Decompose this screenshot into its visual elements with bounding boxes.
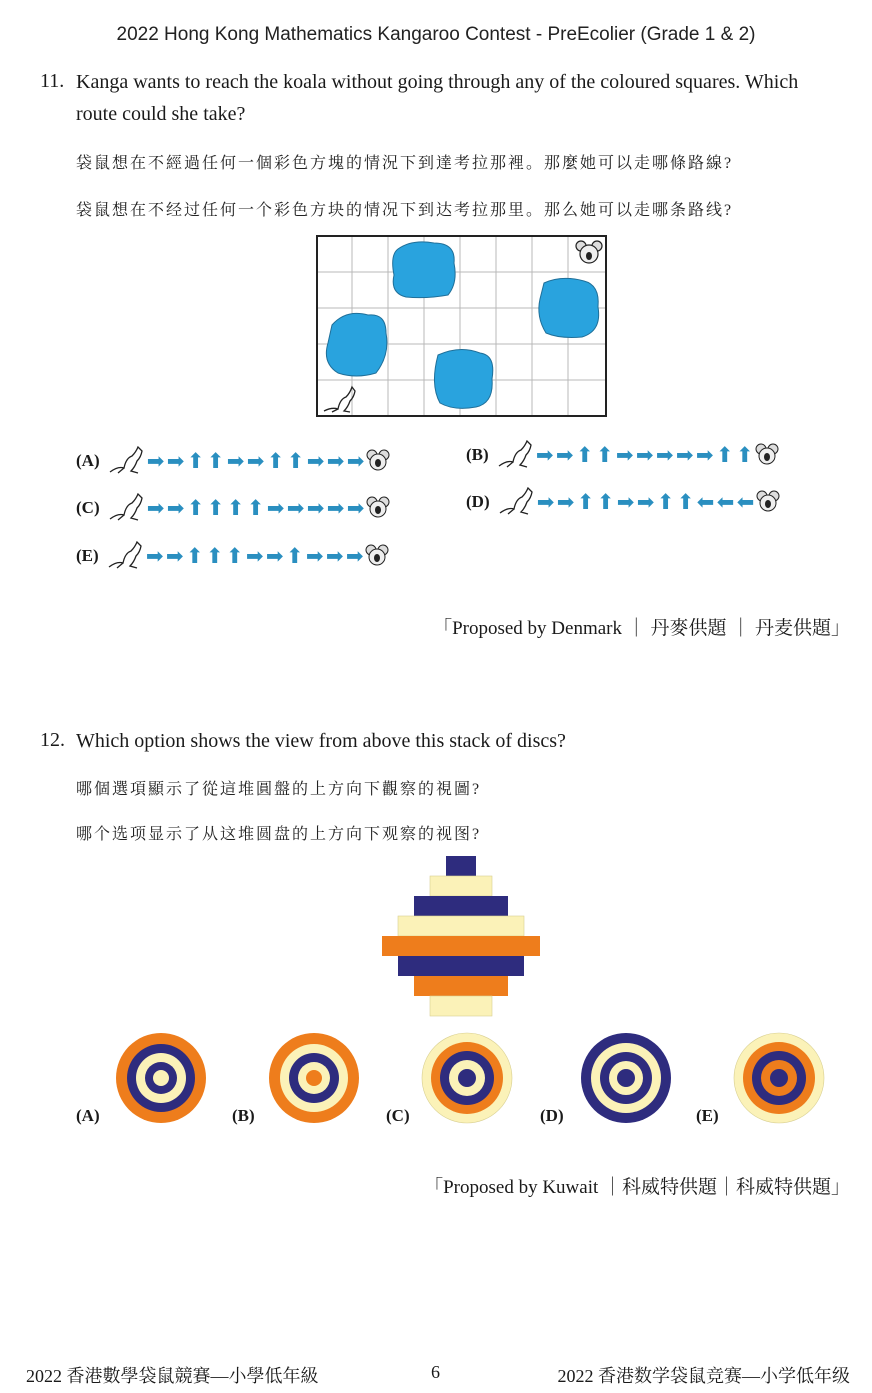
arrow-right-icon: ➡: [556, 490, 575, 514]
arrow-up-icon: ⬆: [576, 490, 595, 514]
koala-icon: [365, 543, 389, 569]
arrow-right-icon: ➡: [325, 544, 344, 568]
page-number: 6: [431, 1362, 440, 1382]
koala-icon: [366, 448, 390, 474]
arrow-right-icon: ➡: [305, 544, 324, 568]
arrow-right-icon: ➡: [245, 544, 264, 568]
arrow-right-icon: ➡: [166, 449, 185, 473]
disc-layer: [430, 996, 492, 1016]
q11-option-c[interactable]: [76, 493, 390, 523]
arrow-up-icon: ⬆: [266, 449, 285, 473]
arrow-right-icon: ➡: [346, 496, 365, 520]
q12-option-a-label: (A): [76, 1106, 100, 1125]
arrow-up-icon: ⬆: [596, 490, 615, 514]
route-arrows: [535, 442, 755, 468]
disc-layer: [398, 956, 524, 976]
blue-blob-top: [393, 242, 455, 298]
arrow-up-icon: ⬆: [206, 496, 225, 520]
arrow-right-icon: ➡: [536, 490, 555, 514]
arrow-right-icon: ➡: [306, 449, 325, 473]
arrow-up-icon: ⬆: [206, 449, 225, 473]
footer-right: 2022 香港数学袋鼠竞赛—小学低年级: [557, 1366, 850, 1386]
arrow-right-icon: ➡: [226, 449, 245, 473]
disc-layer: [398, 916, 524, 936]
disc-layer: [446, 856, 476, 876]
arrow-right-icon: ➡: [655, 443, 674, 467]
q12-text: Which option shows the view from above this stack of discs?: [76, 730, 566, 752]
option-a-label: (A): [76, 451, 100, 470]
kangaroo-icon: [324, 387, 355, 412]
arrow-right-icon: ➡: [145, 544, 164, 568]
arrow-left-icon: ⬅: [736, 490, 755, 514]
arrow-right-icon: ➡: [286, 496, 305, 520]
route-arrows: [146, 448, 366, 474]
kangaroo-icon: [107, 541, 145, 571]
arrow-right-icon: ➡: [266, 496, 285, 520]
q11-grid-figure: [316, 235, 608, 418]
arrow-up-icon: ⬆: [656, 490, 675, 514]
footer-left: 2022 香港數學袋鼠競賽—小學低年級: [26, 1366, 319, 1386]
arrow-right-icon: ➡: [695, 443, 714, 467]
q11-option-d[interactable]: [466, 487, 780, 517]
disc-layer: [414, 896, 508, 916]
arrow-right-icon: ➡: [265, 544, 284, 568]
q12-chinese-simplified: 哪个选项显示了从这堆圆盘的上方向下观察的视图?: [76, 826, 482, 843]
koala-icon: [755, 442, 779, 468]
q11-proposed-by: 「Proposed by Denmark ｜ 丹麥供題 ｜ 丹麦供題」: [433, 618, 850, 639]
arrow-left-icon: ⬅: [716, 490, 735, 514]
kangaroo-icon: [108, 446, 146, 476]
arrow-up-icon: ⬆: [285, 544, 304, 568]
q11-chinese-simplified: 袋鼠想在不经过任何一个彩色方块的情况下到达考拉那里。那么她可以走哪条路线?: [76, 202, 734, 219]
arrow-up-icon: ⬆: [185, 544, 204, 568]
option-e-label: (E): [76, 546, 99, 565]
arrow-right-icon: ➡: [346, 449, 365, 473]
q11-option-b[interactable]: [466, 440, 779, 470]
arrow-up-icon: ⬆: [735, 443, 754, 467]
arrow-up-icon: ⬆: [715, 443, 734, 467]
q12-option-b-label: (B): [232, 1106, 255, 1125]
arrow-right-icon: ➡: [246, 449, 265, 473]
arrow-up-icon: ⬆: [595, 443, 614, 467]
arrow-up-icon: ⬆: [225, 544, 244, 568]
arrow-left-icon: ⬅: [696, 490, 715, 514]
option-b-label: (B): [466, 445, 489, 464]
koala-icon: [576, 241, 602, 263]
arrow-right-icon: ➡: [166, 496, 185, 520]
q11-option-a[interactable]: [76, 446, 390, 476]
q11-number: 11.: [40, 70, 65, 92]
q11-option-e[interactable]: [76, 541, 389, 571]
disc-layer: [430, 876, 492, 896]
arrow-up-icon: ⬆: [226, 496, 245, 520]
route-arrows: [146, 495, 366, 521]
arrow-up-icon: ⬆: [676, 490, 695, 514]
disc-layer: [382, 936, 540, 956]
arrow-right-icon: ➡: [555, 443, 574, 467]
arrow-up-icon: ⬆: [575, 443, 594, 467]
disc-layer: [414, 976, 508, 996]
arrow-right-icon: ➡: [635, 443, 654, 467]
arrow-right-icon: ➡: [326, 496, 345, 520]
blue-blob-left: [326, 313, 387, 376]
arrow-right-icon: ➡: [306, 496, 325, 520]
arrow-right-icon: ➡: [165, 544, 184, 568]
koala-icon: [366, 495, 390, 521]
q12-proposed-by: 「Proposed by Kuwait ｜科威特供題｜科威特供題」: [424, 1177, 850, 1198]
route-arrows: [145, 543, 365, 569]
arrow-right-icon: ➡: [535, 443, 554, 467]
arrow-right-icon: ➡: [326, 449, 345, 473]
disc-stack-figure: [380, 854, 544, 1020]
q12-option-e-label: (E): [696, 1106, 719, 1125]
blue-blob-right: [539, 278, 599, 337]
arrow-right-icon: ➡: [345, 544, 364, 568]
option-d-label: (D): [466, 492, 490, 511]
kangaroo-icon: [498, 487, 536, 517]
page-header: 2022 Hong Kong Mathematics Kangaroo Contest - PreEcolier (Grade 1 & 2): [116, 24, 756, 45]
q11-chinese-traditional: 袋鼠想在不經過任何一個彩色方塊的情況下到達考拉那裡。那麼她可以走哪條路線?: [76, 155, 734, 172]
q12-number: 12.: [40, 729, 65, 751]
arrow-right-icon: ➡: [146, 496, 165, 520]
kangaroo-icon: [497, 440, 535, 470]
arrow-right-icon: ➡: [615, 443, 634, 467]
q12-option-d-target[interactable]: [580, 1032, 672, 1124]
arrow-right-icon: ➡: [636, 490, 655, 514]
arrow-up-icon: ⬆: [286, 449, 305, 473]
route-arrows: [536, 489, 756, 515]
arrow-up-icon: ⬆: [246, 496, 265, 520]
q12-option-b-target[interactable]: [268, 1032, 360, 1124]
koala-icon: [756, 489, 780, 515]
q12-option-d-label: (D): [540, 1106, 564, 1125]
q12-option-c-target[interactable]: [421, 1032, 513, 1124]
arrow-up-icon: ⬆: [186, 449, 205, 473]
option-c-label: (C): [76, 498, 100, 517]
kangaroo-icon: [108, 493, 146, 523]
arrow-right-icon: ➡: [616, 490, 635, 514]
arrow-right-icon: ➡: [146, 449, 165, 473]
arrow-right-icon: ➡: [675, 443, 694, 467]
q11-text-line2: route could she take?: [76, 103, 246, 125]
arrow-up-icon: ⬆: [205, 544, 224, 568]
q12-option-a-target[interactable]: [115, 1032, 207, 1124]
blue-blob-middle: [434, 349, 492, 408]
q12-option-c-label: (C): [386, 1106, 410, 1125]
q12-option-e-target[interactable]: [733, 1032, 825, 1124]
q12-chinese-traditional: 哪個選項顯示了從這堆圓盤的上方向下觀察的視圖?: [76, 781, 482, 798]
q11-text-line1: Kanga wants to reach the koala without going through any of the coloured squares. Which: [76, 71, 799, 93]
arrow-up-icon: ⬆: [186, 496, 205, 520]
